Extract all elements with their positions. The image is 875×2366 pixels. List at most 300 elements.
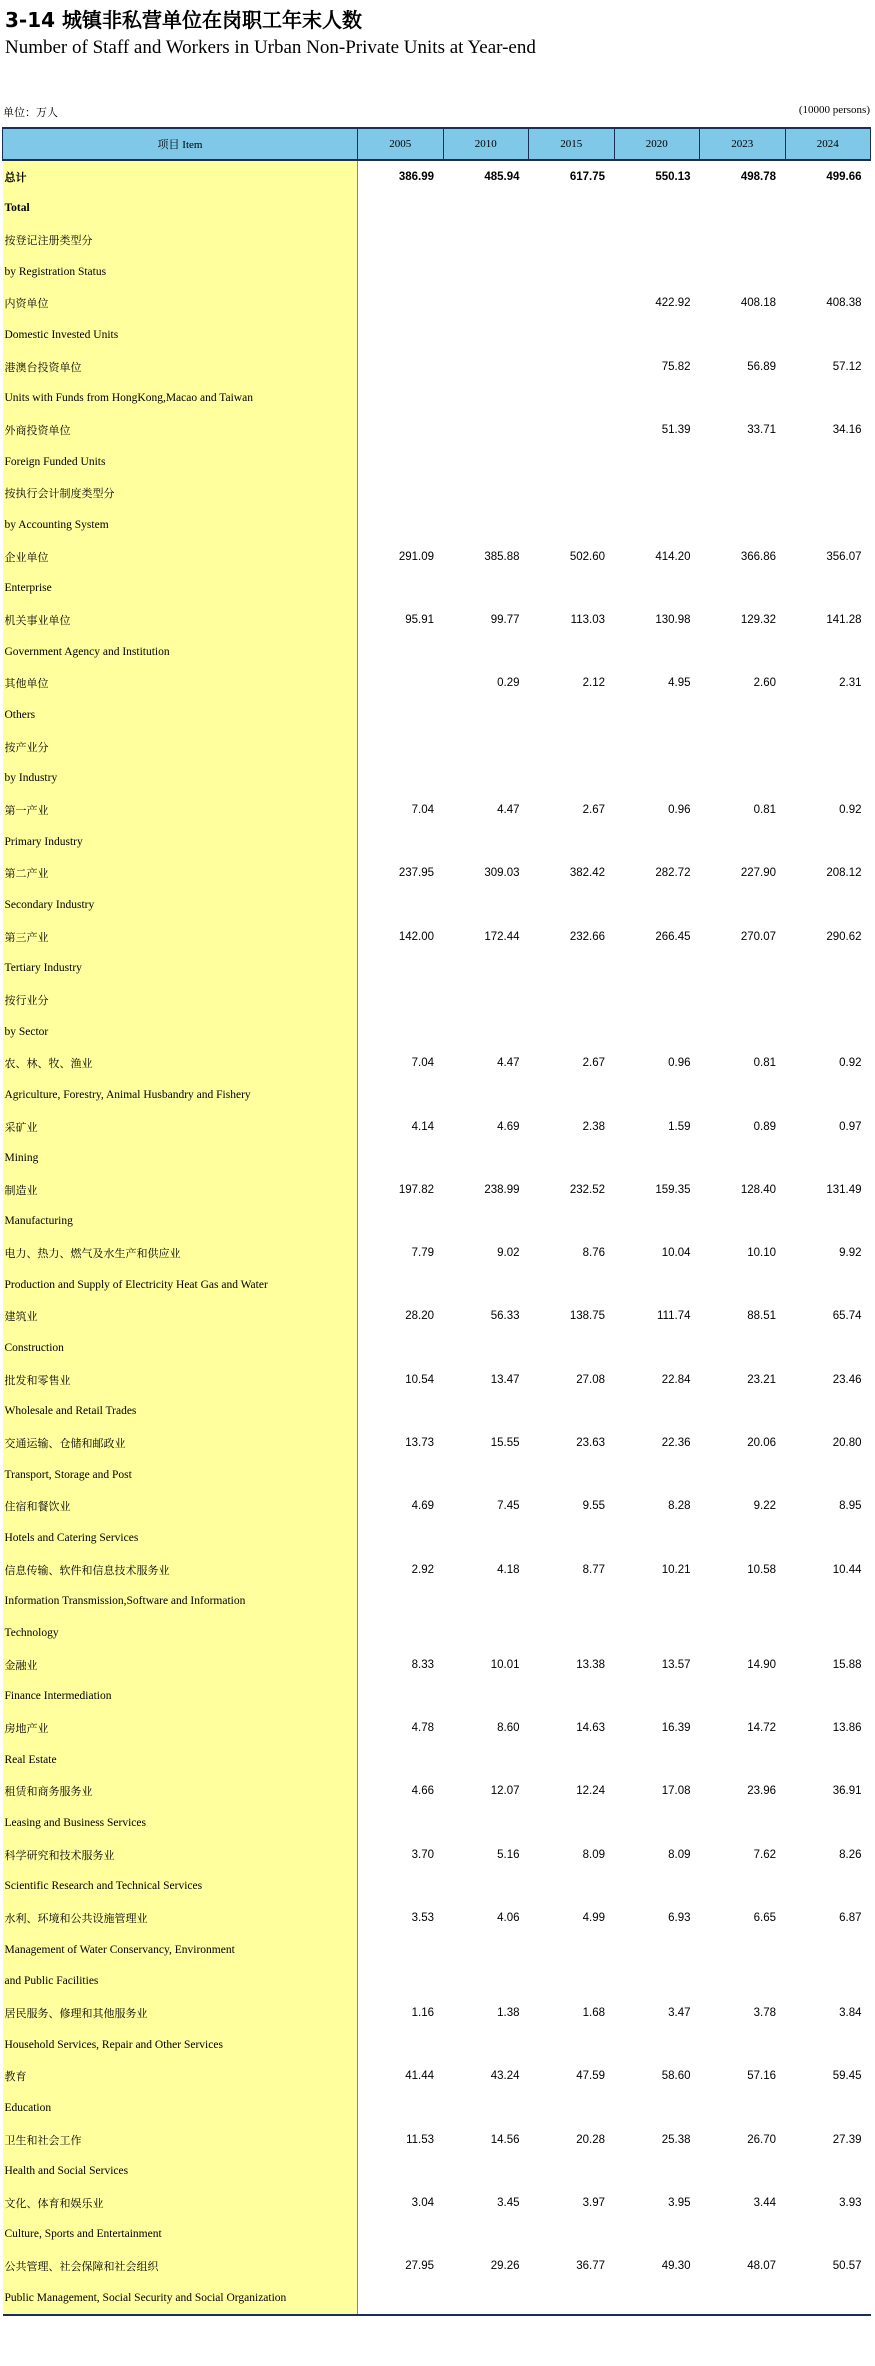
cell-value (700, 193, 786, 225)
row-label: by Accounting System (3, 509, 358, 541)
cell-value (358, 288, 444, 320)
cell-value (614, 1870, 700, 1902)
table-row (3, 319, 871, 351)
cell-value: 27.95 (405, 2260, 434, 2273)
cell-value (443, 1269, 529, 1301)
cell-value (358, 1142, 444, 1174)
cell-value: 408.38 (826, 297, 862, 310)
row-label: 外商投资单位 (3, 414, 358, 446)
table-row (3, 826, 871, 858)
cell-value (614, 984, 700, 1016)
table-row (3, 1775, 871, 1807)
row-label: Technology (3, 1617, 358, 1649)
table-row (3, 446, 871, 478)
cell-value: 36.77 (576, 2260, 605, 2273)
cell-value: 0.97 (839, 1120, 862, 1133)
cell-value: 9.92 (839, 1247, 862, 1260)
cell-value: 227.90 (740, 867, 776, 880)
cell-value: 414.20 (655, 550, 691, 563)
cell-value (529, 2282, 615, 2315)
cell-value (529, 319, 615, 351)
row-label: 电力、热力、燃气及水生产和供应业 (3, 1237, 358, 1269)
table-row (3, 1332, 871, 1364)
cell-value: 22.84 (661, 1373, 691, 1386)
cell-value (785, 383, 871, 415)
table-row (3, 984, 871, 1016)
cell-value: 550.13 (655, 170, 691, 183)
cell-value (700, 1079, 786, 1111)
cell-value (785, 889, 871, 921)
cell-value: 23.46 (832, 1373, 862, 1386)
cell-value: 266.45 (655, 930, 691, 943)
cell-value (700, 573, 786, 605)
cell-value (529, 509, 615, 541)
cell-value: 408.18 (740, 297, 776, 310)
cell-value: 232.66 (569, 930, 605, 943)
cell-value (529, 256, 615, 288)
cell-value (614, 1681, 700, 1713)
cell-value (358, 1934, 444, 1966)
cell-value (529, 2219, 615, 2251)
column-header-year: 2005 (358, 128, 444, 160)
table-row (3, 1206, 871, 1238)
cell-value: 26.70 (747, 2133, 776, 2146)
cell-value (785, 1206, 871, 1238)
cell-value (443, 1332, 529, 1364)
cell-value (700, 826, 786, 858)
table-row (3, 509, 871, 541)
cell-value: 5.16 (497, 1848, 520, 1861)
cell-value (358, 889, 444, 921)
cell-value (614, 636, 700, 668)
cell-value (358, 478, 444, 510)
cell-value (785, 1934, 871, 1966)
cell-value (529, 1269, 615, 1301)
table-row (3, 762, 871, 794)
cell-value (785, 256, 871, 288)
row-label: 金融业 (3, 1649, 358, 1681)
cell-value (443, 1206, 529, 1238)
cell-value: 8.76 (582, 1247, 605, 1260)
cell-value (529, 699, 615, 731)
cell-value: 34.16 (832, 424, 862, 437)
cell-value (700, 1459, 786, 1491)
cell-value: 14.56 (490, 2133, 520, 2146)
cell-value (785, 1459, 871, 1491)
cell-value (700, 1142, 786, 1174)
cell-value: 17.08 (661, 1785, 691, 1798)
table-row (3, 1237, 871, 1269)
cell-value: 22.36 (661, 1437, 691, 1450)
cell-value (443, 1142, 529, 1174)
row-label: 公共管理、社会保障和社会组织 (3, 2250, 358, 2282)
cell-value (785, 573, 871, 605)
column-header-year: 2010 (443, 128, 529, 160)
cell-value: 0.81 (753, 1057, 776, 1070)
cell-value (529, 193, 615, 225)
unit-label-cn: 单位：万人 (3, 106, 58, 119)
cell-value (700, 478, 786, 510)
cell-value (443, 1934, 529, 1966)
cell-value: 23.96 (747, 1785, 776, 1798)
cell-value (785, 2155, 871, 2187)
cell-value: 3.45 (497, 2196, 520, 2209)
row-label: Hotels and Catering Services (3, 1522, 358, 1554)
cell-value: 8.26 (839, 1848, 862, 1861)
cell-value (529, 731, 615, 763)
cell-value (700, 1332, 786, 1364)
cell-value (443, 1522, 529, 1554)
cell-value (358, 2092, 444, 2124)
cell-value: 49.30 (661, 2260, 691, 2273)
table-row (3, 288, 871, 320)
cell-value: 4.47 (497, 1057, 520, 1070)
cell-value (529, 826, 615, 858)
cell-value (785, 1142, 871, 1174)
cell-value: 142.00 (398, 930, 434, 943)
table-row (3, 1902, 871, 1934)
cell-value: 422.92 (655, 297, 691, 310)
cell-value: 385.88 (484, 550, 520, 563)
cell-value (358, 2219, 444, 2251)
cell-value: 499.66 (826, 170, 862, 183)
cell-value (700, 1617, 786, 1649)
row-label: 水利、环境和公共设施管理业 (3, 1902, 358, 1934)
row-label: Management of Water Conservancy, Environment (3, 1934, 358, 1966)
cell-value (529, 2029, 615, 2061)
cell-value (529, 1870, 615, 1902)
cell-value (785, 509, 871, 541)
cell-value (529, 1016, 615, 1048)
cell-value (785, 1807, 871, 1839)
cell-value (614, 1459, 700, 1491)
cell-value: 8.77 (582, 1563, 605, 1576)
cell-value: 232.52 (569, 1183, 605, 1196)
table-row (3, 1016, 871, 1048)
table-row (3, 224, 871, 256)
table-header (3, 128, 871, 160)
cell-value: 131.49 (826, 1183, 862, 1196)
cell-value: 113.03 (570, 614, 605, 627)
cell-value (443, 2155, 529, 2187)
table-row (3, 1269, 871, 1301)
row-label: Information Transmission,Software and Information (3, 1586, 358, 1618)
cell-value (700, 224, 786, 256)
row-label: 教育 (3, 2060, 358, 2092)
cell-value (614, 1965, 700, 1997)
cell-value (785, 826, 871, 858)
table-row (3, 952, 871, 984)
cell-value: 3.93 (839, 2196, 862, 2209)
cell-value (785, 478, 871, 510)
cell-value: 366.86 (740, 550, 776, 563)
cell-value: 12.24 (576, 1785, 605, 1798)
table-row (3, 1079, 871, 1111)
cell-value (443, 889, 529, 921)
table-row (3, 478, 871, 510)
cell-value: 382.42 (569, 867, 605, 880)
cell-value (443, 1079, 529, 1111)
page-title-en: Number of Staff and Workers in Urban Non-Private Units at Year-end (5, 37, 536, 58)
cell-value: 2.67 (582, 803, 605, 816)
table-row (3, 889, 871, 921)
cell-value: 8.33 (411, 1658, 434, 1671)
cell-value (700, 2029, 786, 2061)
cell-value (614, 383, 700, 415)
cell-value (443, 573, 529, 605)
cell-value (529, 288, 615, 320)
cell-value (614, 224, 700, 256)
row-label: 按登记注册类型分 (3, 224, 358, 256)
cell-value: 129.32 (740, 614, 776, 627)
cell-value (614, 319, 700, 351)
cell-value (785, 1332, 871, 1364)
cell-value (700, 1744, 786, 1776)
cell-value: 13.57 (661, 1658, 691, 1671)
cell-value: 0.29 (497, 677, 520, 690)
table-row (3, 414, 871, 446)
cell-value: 8.60 (497, 1721, 520, 1734)
cell-value (529, 351, 615, 383)
cell-value (700, 2282, 786, 2315)
cell-value: 56.89 (747, 360, 776, 373)
cell-value: 25.38 (661, 2133, 691, 2146)
cell-value (358, 446, 444, 478)
row-label: Mining (3, 1142, 358, 1174)
cell-value (785, 952, 871, 984)
row-label: 租赁和商务服务业 (3, 1775, 358, 1807)
cell-value: 10.21 (661, 1563, 691, 1576)
cell-value (785, 2282, 871, 2315)
cell-value (358, 731, 444, 763)
cell-value (443, 1016, 529, 1048)
table-row (3, 604, 871, 636)
cell-value (529, 1617, 615, 1649)
cell-value: 15.55 (490, 1437, 520, 1450)
cell-value: 4.18 (497, 1563, 520, 1576)
cell-value (529, 1459, 615, 1491)
cell-value (614, 256, 700, 288)
cell-value: 20.28 (576, 2133, 605, 2146)
cell-value (614, 2092, 700, 2124)
cell-value: 2.67 (582, 1057, 605, 1070)
cell-value: 43.24 (490, 2070, 520, 2083)
cell-value (443, 2029, 529, 2061)
cell-value (700, 984, 786, 1016)
cell-value: 282.72 (655, 867, 691, 880)
cell-value (529, 2155, 615, 2187)
column-header-year: 2023 (700, 128, 786, 160)
table-row (3, 1047, 871, 1079)
cell-value (358, 1807, 444, 1839)
table-row (3, 2124, 871, 2156)
cell-value: 3.78 (753, 2006, 776, 2019)
row-label: 居民服务、修理和其他服务业 (3, 1997, 358, 2029)
cell-value (700, 699, 786, 731)
cell-value: 10.10 (747, 1247, 776, 1260)
row-label: Others (3, 699, 358, 731)
cell-value (785, 446, 871, 478)
cell-value (358, 826, 444, 858)
cell-value: 159.35 (655, 1183, 691, 1196)
cell-value: 12.07 (490, 1785, 520, 1798)
table-row (3, 1142, 871, 1174)
row-label: Manufacturing (3, 1206, 358, 1238)
cell-value: 4.95 (668, 677, 691, 690)
cell-value: 172.44 (484, 930, 520, 943)
cell-value (358, 1681, 444, 1713)
cell-value: 65.74 (832, 1310, 862, 1323)
cell-value (785, 1965, 871, 1997)
row-label: Production and Supply of Electricity Heat Gas and Water (3, 1269, 358, 1301)
cell-value: 28.20 (405, 1310, 434, 1323)
table-row (3, 160, 871, 193)
cell-value (443, 636, 529, 668)
cell-value (785, 636, 871, 668)
cell-value: 2.12 (582, 677, 605, 690)
cell-value (443, 288, 529, 320)
cell-value (358, 2282, 444, 2315)
table-row (3, 1681, 871, 1713)
cell-value (443, 1965, 529, 1997)
cell-value (529, 889, 615, 921)
cell-value (443, 193, 529, 225)
cell-value (443, 2092, 529, 2124)
cell-value (614, 952, 700, 984)
cell-value (529, 1079, 615, 1111)
table-row (3, 1965, 871, 1997)
cell-value (785, 2219, 871, 2251)
cell-value (443, 478, 529, 510)
cell-value: 58.60 (661, 2070, 691, 2083)
cell-value: 291.09 (398, 550, 434, 563)
unit-label-en: (10000 persons) (798, 104, 870, 116)
row-label: Household Services, Repair and Other Services (3, 2029, 358, 2061)
cell-value: 10.58 (747, 1563, 776, 1576)
cell-value (358, 2155, 444, 2187)
data-table (2, 127, 871, 2316)
cell-value: 36.91 (832, 1785, 862, 1798)
cell-value (529, 636, 615, 668)
cell-value (785, 1396, 871, 1428)
cell-value: 4.69 (497, 1120, 520, 1133)
cell-value: 6.93 (668, 1911, 691, 1924)
cell-value (614, 1617, 700, 1649)
cell-value (358, 1965, 444, 1997)
cell-value (358, 1459, 444, 1491)
cell-value (358, 573, 444, 605)
cell-value (614, 1586, 700, 1618)
table-row (3, 2092, 871, 2124)
cell-value: 0.92 (839, 1057, 862, 1070)
row-label: 第二产业 (3, 857, 358, 889)
cell-value (529, 1332, 615, 1364)
table-row (3, 1997, 871, 2029)
cell-value (700, 1681, 786, 1713)
cell-value (700, 509, 786, 541)
row-label: 机关事业单位 (3, 604, 358, 636)
cell-value: 3.04 (411, 2196, 434, 2209)
cell-value (614, 446, 700, 478)
cell-value (358, 668, 444, 700)
cell-value (785, 2092, 871, 2124)
cell-value: 356.07 (826, 550, 862, 563)
cell-value: 7.62 (753, 1848, 776, 1861)
cell-value (785, 1522, 871, 1554)
cell-value: 95.91 (405, 614, 434, 627)
cell-value: 386.99 (398, 170, 434, 183)
cell-value: 9.55 (582, 1500, 605, 1513)
cell-value (700, 1396, 786, 1428)
row-label: by Sector (3, 1016, 358, 1048)
column-header-year: 2015 (529, 128, 615, 160)
cell-value: 27.08 (576, 1373, 605, 1386)
row-label: Enterprise (3, 573, 358, 605)
table-row (3, 1396, 871, 1428)
cell-value (443, 256, 529, 288)
cell-value (785, 224, 871, 256)
cell-value (785, 1870, 871, 1902)
table-row (3, 2282, 871, 2315)
cell-value: 4.78 (411, 1721, 434, 1734)
table-row (3, 1174, 871, 1206)
cell-value (785, 193, 871, 225)
cell-value (700, 952, 786, 984)
cell-value (614, 1079, 700, 1111)
row-label: Tertiary Industry (3, 952, 358, 984)
cell-value: 3.70 (411, 1848, 434, 1861)
cell-value (358, 952, 444, 984)
cell-value: 3.47 (668, 2006, 691, 2019)
cell-value (614, 699, 700, 731)
cell-value (443, 1459, 529, 1491)
cell-value: 309.03 (484, 867, 520, 880)
cell-value (443, 984, 529, 1016)
cell-value: 0.96 (668, 803, 691, 816)
cell-value (443, 1870, 529, 1902)
row-label: 农、林、牧、渔业 (3, 1047, 358, 1079)
table-row (3, 1427, 871, 1459)
cell-value (443, 224, 529, 256)
table-row (3, 1459, 871, 1491)
row-label: 其他单位 (3, 668, 358, 700)
table-row (3, 1807, 871, 1839)
cell-value (614, 478, 700, 510)
cell-value (700, 319, 786, 351)
cell-value (529, 478, 615, 510)
cell-value (614, 193, 700, 225)
cell-value (529, 762, 615, 794)
cell-value (700, 731, 786, 763)
cell-value: 8.09 (582, 1848, 605, 1861)
row-label: 港澳台投资单位 (3, 351, 358, 383)
cell-value: 1.38 (497, 2006, 520, 2019)
cell-value: 13.73 (405, 1437, 434, 1450)
cell-value (614, 1269, 700, 1301)
cell-value: 270.07 (740, 930, 776, 943)
row-label: 总计 (3, 160, 358, 193)
cell-value: 48.07 (747, 2260, 776, 2273)
table-row (3, 794, 871, 826)
row-label: 交通运输、仓储和邮政业 (3, 1427, 358, 1459)
cell-value (529, 1396, 615, 1428)
cell-value (358, 762, 444, 794)
cell-value (358, 1332, 444, 1364)
cell-value: 75.82 (661, 360, 691, 373)
row-label: Agriculture, Forestry, Animal Husbandry and Fishery (3, 1079, 358, 1111)
table-row (3, 1870, 871, 1902)
cell-value (443, 2282, 529, 2315)
